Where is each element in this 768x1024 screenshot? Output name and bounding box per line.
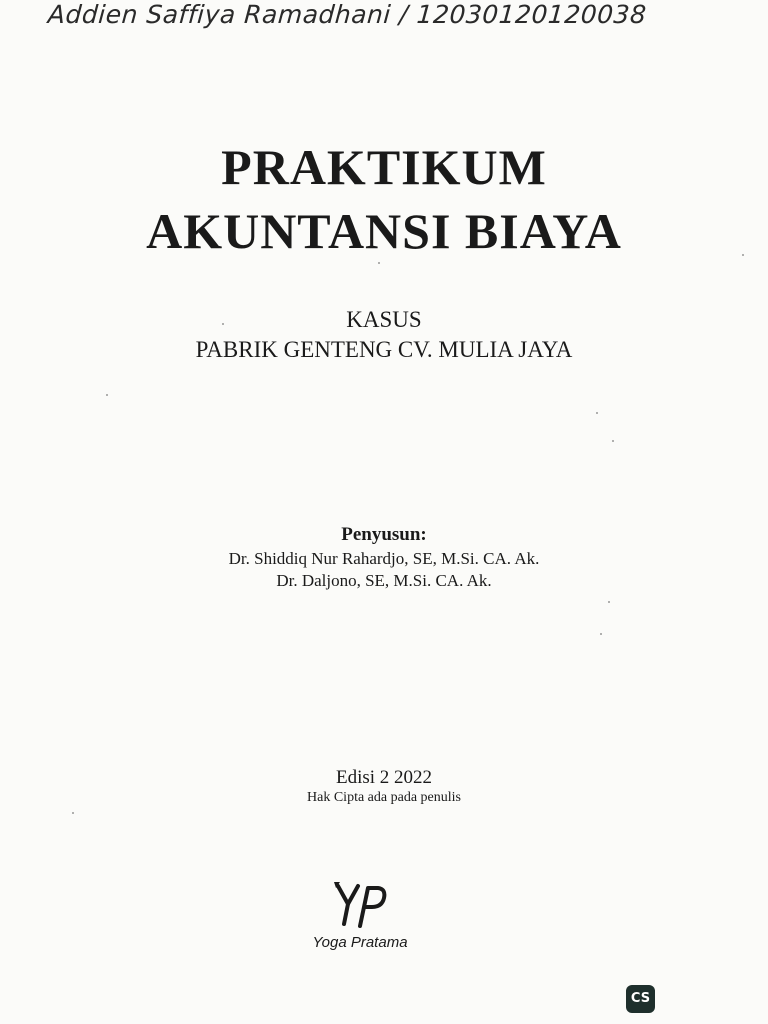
edition-text: Edisi 2 2022 <box>335 767 433 788</box>
scan-speck <box>608 601 610 603</box>
handwritten-name-note: Addien Saffiya Ramadhani / 12030120120038 <box>46 0 648 29</box>
authors-label: Penyusun: <box>341 524 427 545</box>
title-line-1: PRAKTIKUM <box>221 139 547 195</box>
scan-speck <box>72 812 74 814</box>
subtitle-line-1: KASUS <box>346 307 422 332</box>
subtitle-line-2: PABRIK GENTENG CV. MULIA JAYA <box>195 337 573 362</box>
title-line-2: AKUNTANSI BIAYA <box>146 203 622 259</box>
yp-logo-icon <box>330 880 390 932</box>
scan-speck <box>106 394 108 396</box>
scan-speck <box>378 262 380 264</box>
scan-speck <box>612 440 614 442</box>
author-name-2: Dr. Daljono, SE, M.Si. CA. Ak. <box>276 571 492 590</box>
scan-speck <box>600 633 602 635</box>
scan-speck <box>222 323 224 325</box>
copyright-text: Hak Cipta ada pada penulis <box>307 790 461 805</box>
publisher-name: Yoga Pratama <box>312 934 408 951</box>
scan-speck <box>742 254 744 256</box>
scan-speck <box>596 412 598 414</box>
camscanner-badge: CS <box>626 985 655 1013</box>
author-name-1: Dr. Shiddiq Nur Rahardjo, SE, M.Si. CA. Ak. <box>228 549 540 568</box>
